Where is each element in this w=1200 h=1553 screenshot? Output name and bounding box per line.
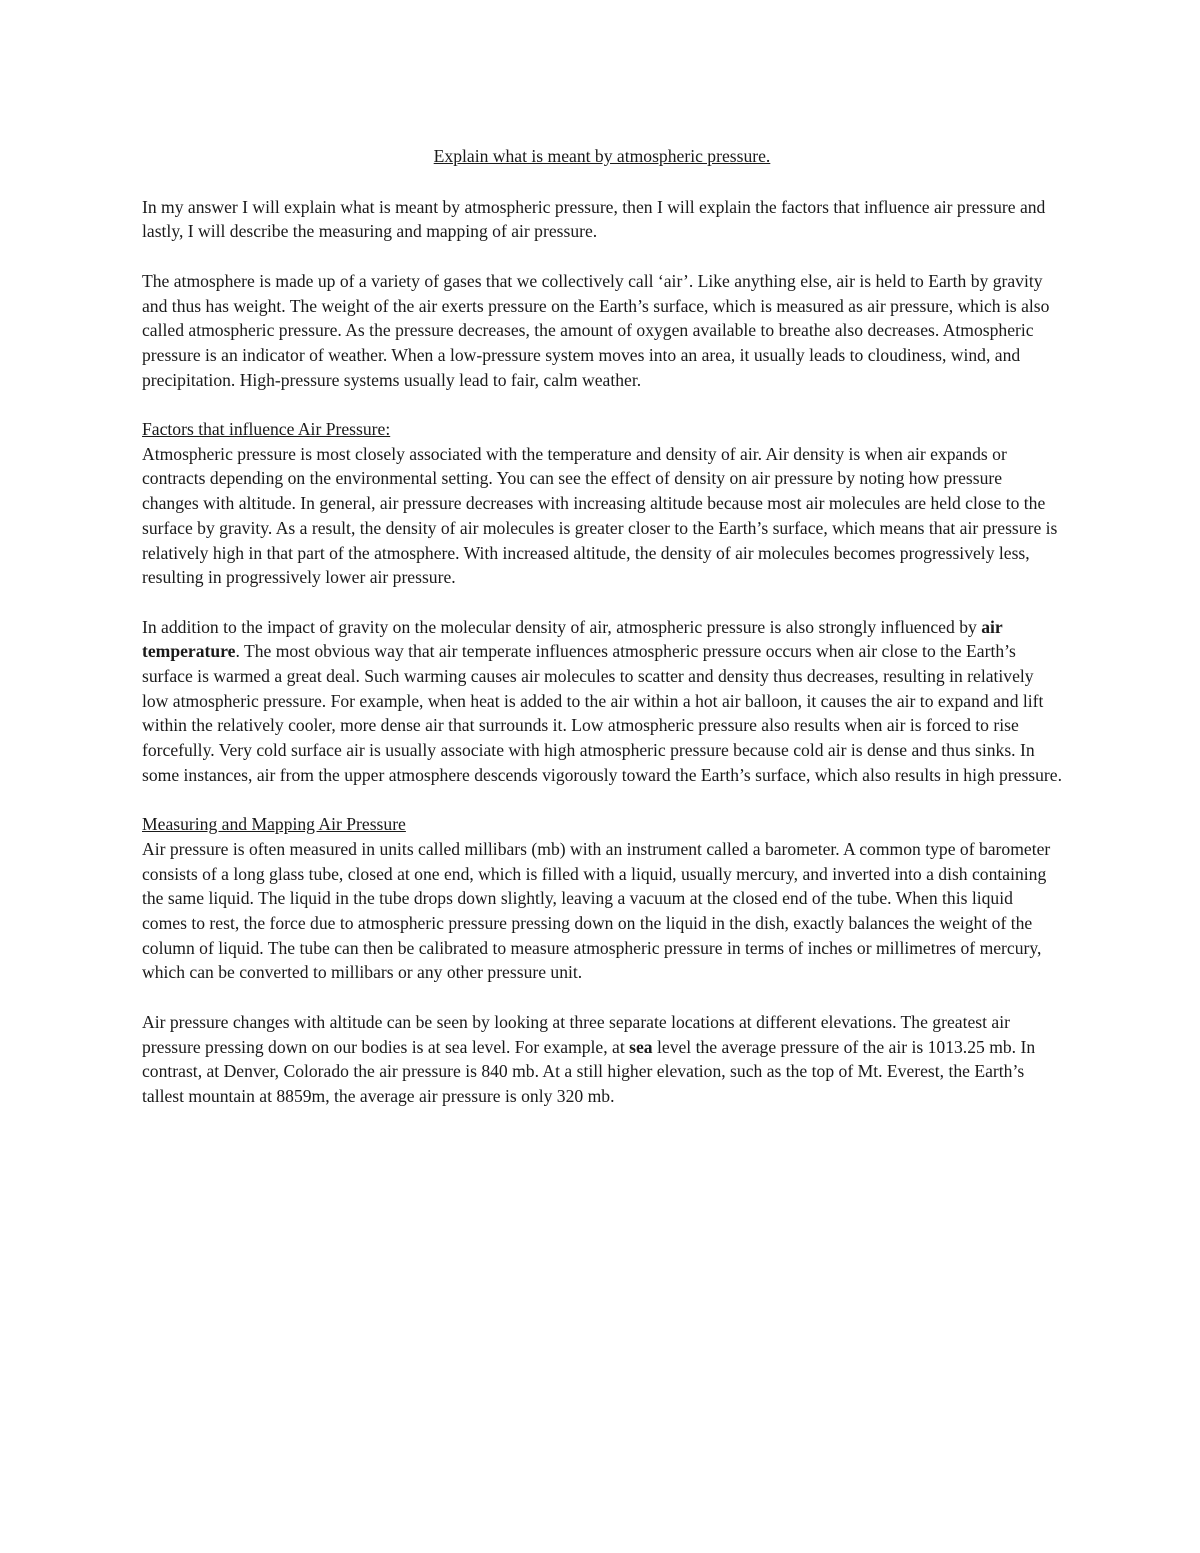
factors-paragraph-density: Atmospheric pressure is most closely associated with the temperature and density of air. Air density is when air expands or contracts depending on the environmental setting. You can see the effect of density on air pressure by noting how pressure changes with altitude. In general, air pressure decreases with increasing altitude because most air molecules are held close to the surface by gravity. As a result, the density of air molecules is greater closer to the Earth’s surface, which means that air pressure is relatively high in that part of the atmosphere. With increased altitude, the density of air molecules becomes progressively less, resulting in progressively lower air pressure. <box>142 443 1058 588</box>
air-temperature-emphasis: air temperature <box>142 616 1003 662</box>
measuring-heading: Measuring and Mapping Air Pressure <box>142 814 406 835</box>
measuring-paragraph-barometer: Air pressure is often measured in units called millibars (mb) with an instrument called a barometer. A common type of barometer consists of a long glass tube, closed at one end, which is filled with a liquid, usually mercury, and inverted into a dish containing the same liquid. The liquid in the tube drops down slightly, leaving a vacuum at the closed end of the tube. When this liquid comes to rest, the force due to atmospheric pressure pressing down on the liquid in the dish, exactly balances the weight of the column of liquid. The tube can then be calibrated to measure atmospheric pressure in terms of inches or millimetres of mercury, which can be converted to millibars or any other pressure unit. <box>142 838 1051 983</box>
altitude-text-start: Air pressure changes with altitude can be seen by looking at three separate locations at different elevations. The greatest air pressure pressing down on our bodies is at sea level. For example, at <box>142 1011 1010 1057</box>
intro-paragraph: In my answer I will explain what is meant by atmospheric pressure, then I will explain the factors that influence air pressure and lastly, I will describe the measuring and mapping of air pressure. <box>142 196 1046 242</box>
document-title: Explain what is meant by atmospheric pressure. <box>433 146 771 166</box>
factors-paragraph-temperature <box>142 615 1062 788</box>
temperature-text-start: In addition to the impact of gravity on the molecular density of air, atmospheric pressure is also strongly influenced by <box>142 616 982 637</box>
altitude-text-end: level the average pressure of the air is 1013.25 mb. In contrast, at Denver, Colorado the air pressure is 840 mb. At a still higher elevation, such as the top of Mt. Everest, the Earth’s tallest mountain at 8859m, the average air pressure is only 320 mb. <box>142 1036 1036 1106</box>
measuring-paragraph-altitude <box>142 1010 1062 1109</box>
sea-emphasis: sea <box>629 1036 653 1057</box>
atmosphere-paragraph: The atmosphere is made up of a variety of gases that we collectively call ‘air’. Like anything else, air is held to Earth by gravity and thus has weight. The weight of the air exerts pressure on the Earth’s surface, which is measured as air pressure, which is also called atmospheric pressure. As the pressure decreases, the amount of oxygen available to breathe also decreases. Atmospheric pressure is an indicator of weather. When a low-pressure system moves into an area, it usually leads to cloudiness, wind, and precipitation. High-pressure systems usually lead to fair, calm weather. <box>142 270 1050 390</box>
document-body <box>142 144 1062 1133</box>
factors-heading: Factors that influence Air Pressure: <box>142 419 391 439</box>
temperature-text-end: . The most obvious way that air temperate influences atmospheric pressure occurs when air close to the Earth’s surface is warmed a great deal. Such warming causes air molecules to scatter and density thus decreases, resulting in relatively low atmospheric pressure. For example, when heat is added to the air within a hot air balloon, it causes the air to expand and lift within the relatively cooler, more dense air that surrounds it. Low atmospheric pressure also results when air is forced to rise forcefully. Very cold surface air is usually associate with high atmospheric pressure because cold air is dense and thus sinks. In some instances, air from the upper atmosphere descends vigorously toward the Earth’s surface, which also results in high pressure. <box>142 641 1063 785</box>
